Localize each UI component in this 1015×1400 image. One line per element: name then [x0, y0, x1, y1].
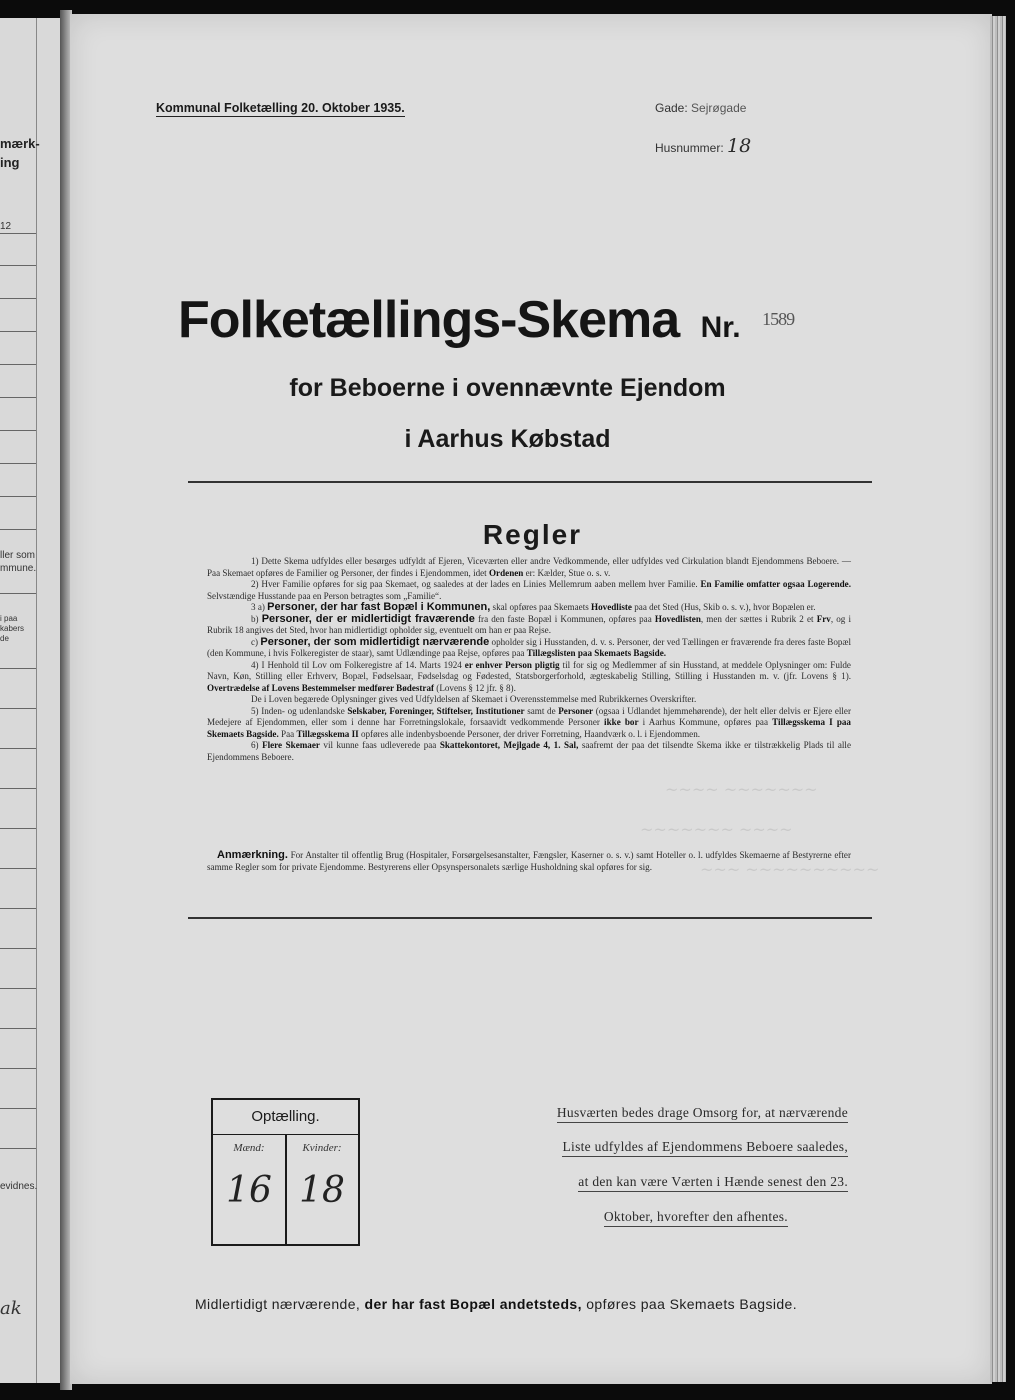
- left-page-rule: [0, 1108, 36, 1109]
- rule-2: 2) Hver Familie opføres for sig paa Skemaet, og saaledes at der lades en Linies Mellemrum aaben mellem hver Familie. En Familie omfatter ogsaa Logerende. Selvstændige Husstande paa en Person betragtes som „Familie“.: [207, 579, 851, 601]
- rule-5: 5) Inden- og udenlandske Selskaber, Foreninger, Stiftelser, Institutioner samt de Personer (ogsaa i Udlandet hjemmehørende), der helt eller delvis er Ejere eller Medejere af Ejendommen, eller som i denne har Forretningslokale, forsaavidt vedkommende Personer ikke bor i Aarhus Kommune, opføres paa Tillægsskema I paa Skemaets Bagside. Paa Tillægsskema II opføres alle indenbysboende Personer, der driver Forretning, Haandværk o. l. i Ejendommen.: [207, 705, 851, 739]
- rule-1: 1) Dette Skema udfyldes eller besørges udfyldt af Ejeren, Viceværten eller andre Vedkommende, eller udfyldes ved Cirkulation blandt Ejendommens Beboere. — Paa Skemaet opføres de Familier og Personer, der findes i Ejendommen, idet Ordenen er: Kælder, Stue o. s. v.: [207, 556, 851, 578]
- remark: [207, 850, 851, 873]
- left-page-rule: [0, 463, 36, 464]
- house-number-value: 18: [727, 135, 752, 157]
- left-page-rule: [0, 233, 36, 234]
- left-page-text: 12: [0, 221, 12, 232]
- form-title: [178, 290, 794, 350]
- left-page-text: kabers: [0, 624, 25, 633]
- bleed-through-handwriting: ~~~ ~~~~~~~~~~: [700, 860, 880, 879]
- form-number-value: 1589: [762, 309, 795, 329]
- women-count: 18: [299, 1170, 345, 1211]
- rule-3c: c) Personer, der som midlertidigt nærværende opholder sig i Husstanden, d. v. s. Personer, der ved Tællingen er fraværende fra deres faste Bopæl (den Kommune, i hvis Folkeregister de staar), samt Udlændinge paa Rejse, opføres paa Tillægslisten paa Skemaets Bagside.: [207, 635, 851, 658]
- house-number-label: Husnummer:: [655, 141, 724, 155]
- form-subtitle: for Beboerne i ovennævnte Ejendom: [289, 374, 726, 402]
- men-count: 16: [226, 1170, 272, 1211]
- rule-3b: b) Personer, der er midlertidigt fraværende fra den faste Bopæl i Kommunen, opføres paa Hovedlisten, men der sættes i Rubrik 2 et Frv, og i Rubrik 18 angives det Sted, hvor han midlertidigt opholder sig, eventuelt om han er paa Rejse.: [207, 612, 852, 635]
- bleed-through-handwriting: ~~~~~~~ ~~~~: [640, 820, 793, 839]
- count-box: [211, 1098, 360, 1246]
- census-header: Kommunal Folketælling 20. Oktober 1935.: [156, 101, 405, 115]
- landlord-notice-line: Liste udfyldes af Ejendommens Beboere saaledes,: [562, 1139, 848, 1157]
- rule-4: 4) I Henhold til Lov om Folkeregistre af 14. Marts 1924 er enhver Person pligtig til for sig og Medlemmer af sin Husstand, at meddele Oplysninger om: Fulde Navn, Køn, Stilling eller Erhverv, Bopæl, Fødselsaar, Fødselsdag og Fødested, Statsborgerforhold, ægteskabelig Stilling, Stilling i Husstanden m. v. (jfr. Lovens § 1). Overtrædelse af Lovens Bestemmelser medfører Bødestraf (Lovens § 12 jfr. § 8).: [207, 659, 851, 693]
- left-page-rule: [0, 1148, 36, 1149]
- left-page-rule: [0, 496, 36, 497]
- left-page-rule: [0, 708, 36, 709]
- street-field: [655, 101, 746, 115]
- left-page-rule: [0, 908, 36, 909]
- landlord-notice-line: Husværten bedes drage Omsorg for, at nærværende: [557, 1105, 848, 1123]
- left-page-margin-line: [36, 18, 37, 1383]
- left-page-text: mærk-: [0, 136, 40, 151]
- rule-6: 6) Flere Skemaer vil kunne faas udleverede paa Skattekontoret, Mejlgade 4, 1. Sal, saafremt der paa det tilsendte Skema ikke er tilstrækkelig Plads til alle Ejendommens Beboere.: [207, 740, 851, 762]
- footer-note: Midlertidigt nærværende, der har fast Bopæl andetsteds, opføres paa Skemaets Bagside.: [195, 1296, 798, 1312]
- left-page-rule: [0, 298, 36, 299]
- left-page-rule: [0, 364, 36, 365]
- left-page-rule: [0, 868, 36, 869]
- left-page-text: de: [0, 634, 9, 643]
- landlord-notice-line: Oktober, hvorefter den afhentes.: [604, 1209, 788, 1227]
- left-page-rule: [0, 668, 36, 669]
- left-page-rule: [0, 828, 36, 829]
- left-page-text: evidnes.: [0, 1181, 38, 1192]
- left-page-rule: [0, 788, 36, 789]
- left-page-text: ller som: [0, 550, 36, 561]
- rule-3a: 3 a) Personer, der har fast Bopæl i Kommunen, skal opføres paa Skemaets Hovedliste paa det Sted (Hus, Skib o. s. v.), hvor Bopælen er.: [251, 601, 816, 613]
- street-label: Gade:: [655, 101, 688, 115]
- left-page-text: mmune.: [0, 563, 37, 574]
- rules-body: [207, 556, 851, 763]
- bleed-through-handwriting: ~~~~ ~~~~~~~: [665, 780, 818, 799]
- left-page-strip: [0, 18, 62, 1383]
- street-value: Sejrøgade: [691, 101, 747, 115]
- left-page-rule: [0, 1028, 36, 1029]
- page-stack-edge: [990, 16, 1006, 1382]
- left-page-handwriting: ak: [0, 1298, 22, 1319]
- left-page-rule: [0, 748, 36, 749]
- women-label: Kvinder:: [302, 1142, 342, 1154]
- landlord-notice-line: at den kan være Værten i Hænde senest den 23.: [578, 1174, 848, 1192]
- house-number-field: [655, 135, 751, 157]
- form-subtitle-city: i Aarhus Købstad: [404, 425, 611, 453]
- left-page-rule: [0, 265, 36, 266]
- remark-label: Anmærkning.: [217, 849, 288, 861]
- left-page-rule: [0, 593, 36, 594]
- rule-4-note: De i Loven begærede Oplysninger gives ved Udfyldelsen af Skemaet i Overensstemmelse med Rubrikkernes Overskrifter.: [251, 694, 697, 704]
- divider: [188, 481, 872, 483]
- left-page-text: i paa: [0, 614, 18, 623]
- left-page-text: ing: [0, 155, 20, 170]
- left-page-rule: [0, 948, 36, 949]
- form-number-label: Nr.: [700, 311, 741, 344]
- left-page-rule: [0, 331, 36, 332]
- rules-heading: Regler: [482, 519, 583, 550]
- men-label: Mænd:: [233, 1142, 265, 1154]
- count-box-title: Optælling.: [213, 1100, 358, 1135]
- remark-text: For Anstalter til offentlig Brug (Hospitaler, Forsørgelsesanstalter, Fængsler, Kaserner o. s. v.) samt Hoteller o. l. udfyldes Skemaerne af Bestyrerne efter samme Regler som for private Ejendomme. Bestyrerens eller Opsynspersonalets særlige Husholdning skal opføres for sig.: [207, 850, 851, 872]
- left-page-rule: [0, 988, 36, 989]
- divider: [188, 917, 872, 919]
- left-page-rule: [0, 1068, 36, 1069]
- form-title-main: Folketællings-Skema: [178, 291, 680, 349]
